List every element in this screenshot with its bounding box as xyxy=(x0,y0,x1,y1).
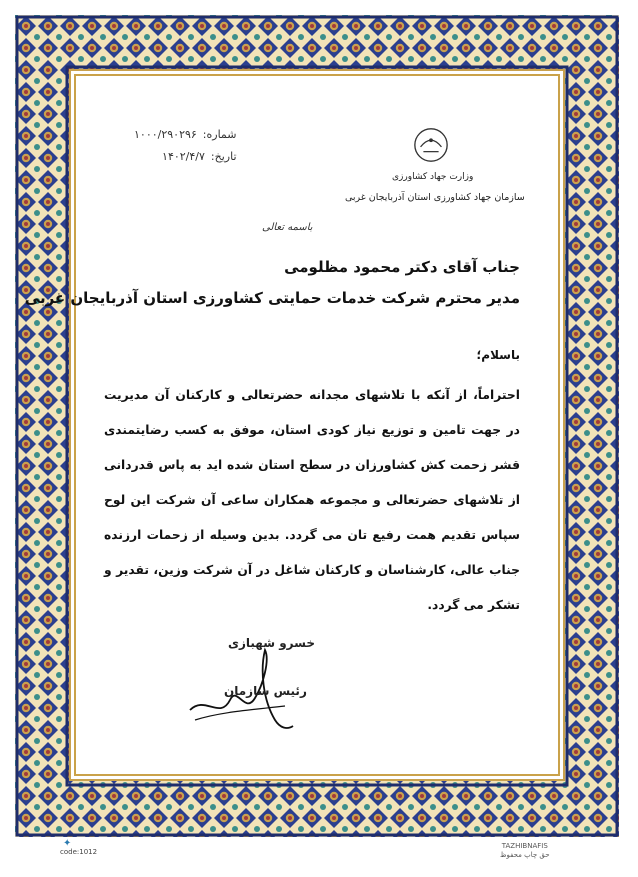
invocation-text: باسمه تعالی xyxy=(262,222,313,233)
recipient-position: مدیر محترم شرکت خدمات حمایتی کشاورزی استان آذربایجان غربی xyxy=(24,289,520,307)
publisher-brand: TAZHIBNAFIS xyxy=(501,842,548,850)
number-label: شماره: xyxy=(202,128,237,141)
recipient-name: جناب آقای دکتر محمود مظلومی xyxy=(284,258,520,276)
design-code: code:1012 xyxy=(60,848,98,856)
organization-name: سازمان جهاد کشاورزی استان آذربایجان غربی xyxy=(345,192,525,203)
publisher-sub: حق چاپ محفوظ xyxy=(500,851,550,859)
signatory-name: خسرو شهبازی xyxy=(228,636,315,650)
publisher-mark xyxy=(500,842,550,860)
letter-meta xyxy=(134,124,237,168)
date-label: تاریخ: xyxy=(210,150,237,163)
bird-logo-icon: ✦ xyxy=(63,838,72,849)
greeting: باسلام؛ xyxy=(476,348,520,362)
letter-body: احتراماً، از آنکه با تلاشهای مجدانه حضرتعالی و کارکنان آن مدیریت در جهت تامین و توزیع نیاز کودی استان، موفق به کسب رضایتمندی قشر زحمت کش کشاورزان در سطح استان شده اید به پاس قدردانی از تلاشهای حضرتعالی و مجموعه همکاران ساعی آن شرکت این لوح سپاس تقدیم همت رفیع تان می گردد. بدین وسیله از زحمات ارزنده جناب عالی، کارشناسان و کارکنان شاغل در آن شرکت وزین، تقدیر و تشکر می گردد. xyxy=(104,388,520,612)
ministry-logo-icon xyxy=(412,126,450,164)
number-value: ۱۰۰۰/۲۹۰۲۹۶ xyxy=(134,128,197,141)
signatory-title: رئیس سازمان xyxy=(224,684,307,698)
date-value: ۱۴۰۲/۴/۷ xyxy=(162,150,205,163)
ministry-name: وزارت جهاد کشاورزی xyxy=(392,172,474,182)
